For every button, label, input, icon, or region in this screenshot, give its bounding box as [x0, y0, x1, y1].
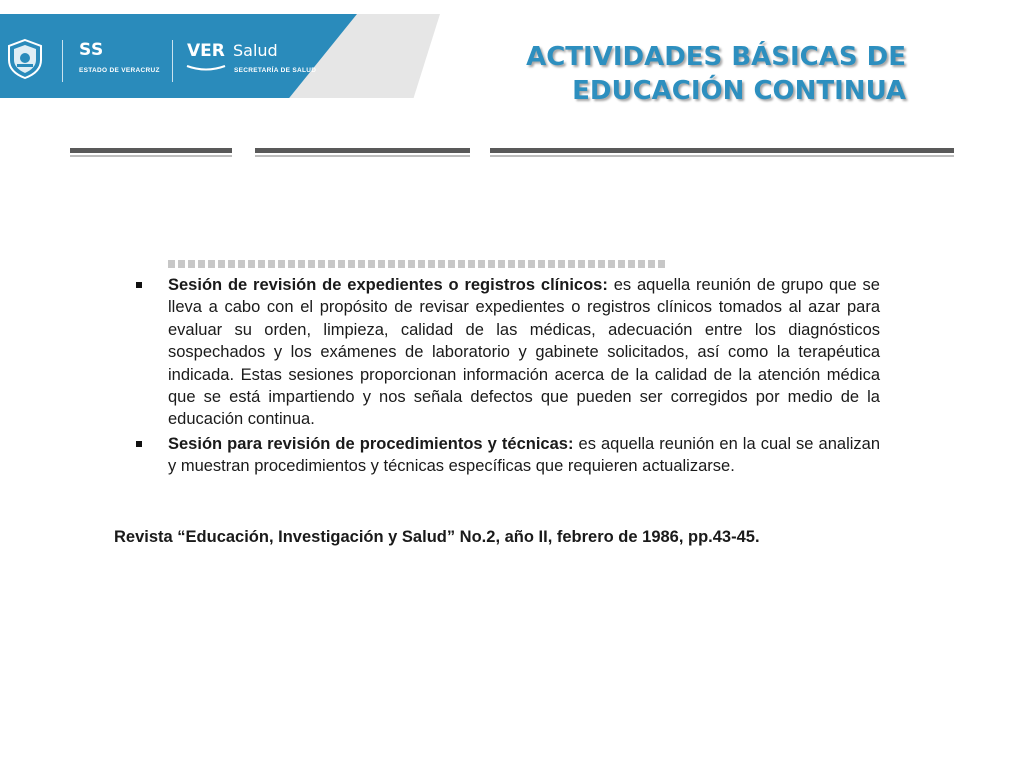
logo-ver: VER	[187, 41, 225, 61]
divider-bar	[490, 148, 954, 153]
list-item	[168, 274, 880, 431]
logo-ss-subtitle: ESTADO DE VERACRUZ	[79, 67, 160, 74]
item-heading: Sesión de revisión de expedientes o registros clínicos:	[168, 276, 608, 294]
divider-bar	[255, 148, 470, 153]
logo-ss: SS	[79, 40, 104, 60]
logo-salud: Salud	[233, 41, 278, 60]
title-line-1: ACTIVIDADES BÁSICAS DE	[526, 42, 906, 72]
divider-bar	[70, 148, 232, 153]
logo-divider	[62, 40, 63, 82]
item-heading: Sesión para revisión de procedimientos y técnicas:	[168, 435, 574, 453]
logo-salud-subtitle: SECRETARÍA DE SALUD	[234, 67, 317, 74]
veracruz-seal-icon	[6, 38, 44, 80]
item-body: es aquella reunión en la cual se analizan y muestran procedimientos y técnicas específicas que requieren actualizarse.	[168, 435, 881, 476]
title-line-2: EDUCACIÓN CONTINUA	[572, 76, 906, 106]
page-title	[526, 40, 906, 108]
bullet-square-icon	[136, 282, 142, 288]
logo-divider	[172, 40, 173, 82]
bullet-square-icon	[136, 441, 142, 447]
cropped-text-line	[168, 260, 666, 268]
logo-swoosh-icon	[186, 64, 226, 72]
list-item	[168, 433, 880, 478]
item-body: es aquella reunión de grupo que se lleva a cabo con el propósito de revisar expedientes o registros clínicos tomados al azar para evaluar su orden, limpieza, calidad de las médicas, adecuación entre los diagnósticos sospechados y los exámenes de laboratorio y gabinete solicitados, así como la terapéutica indicada. Estas sesiones proporcionan información acerca de la calidad de la atención médica que se está impartiendo y nos señala defectos que pueden ser corregidos por medio de la educación continua.	[168, 276, 880, 429]
citation: Revista “Educación, Investigación y Salud” No.2, año II, febrero de 1986, pp.43-45.	[114, 528, 760, 546]
